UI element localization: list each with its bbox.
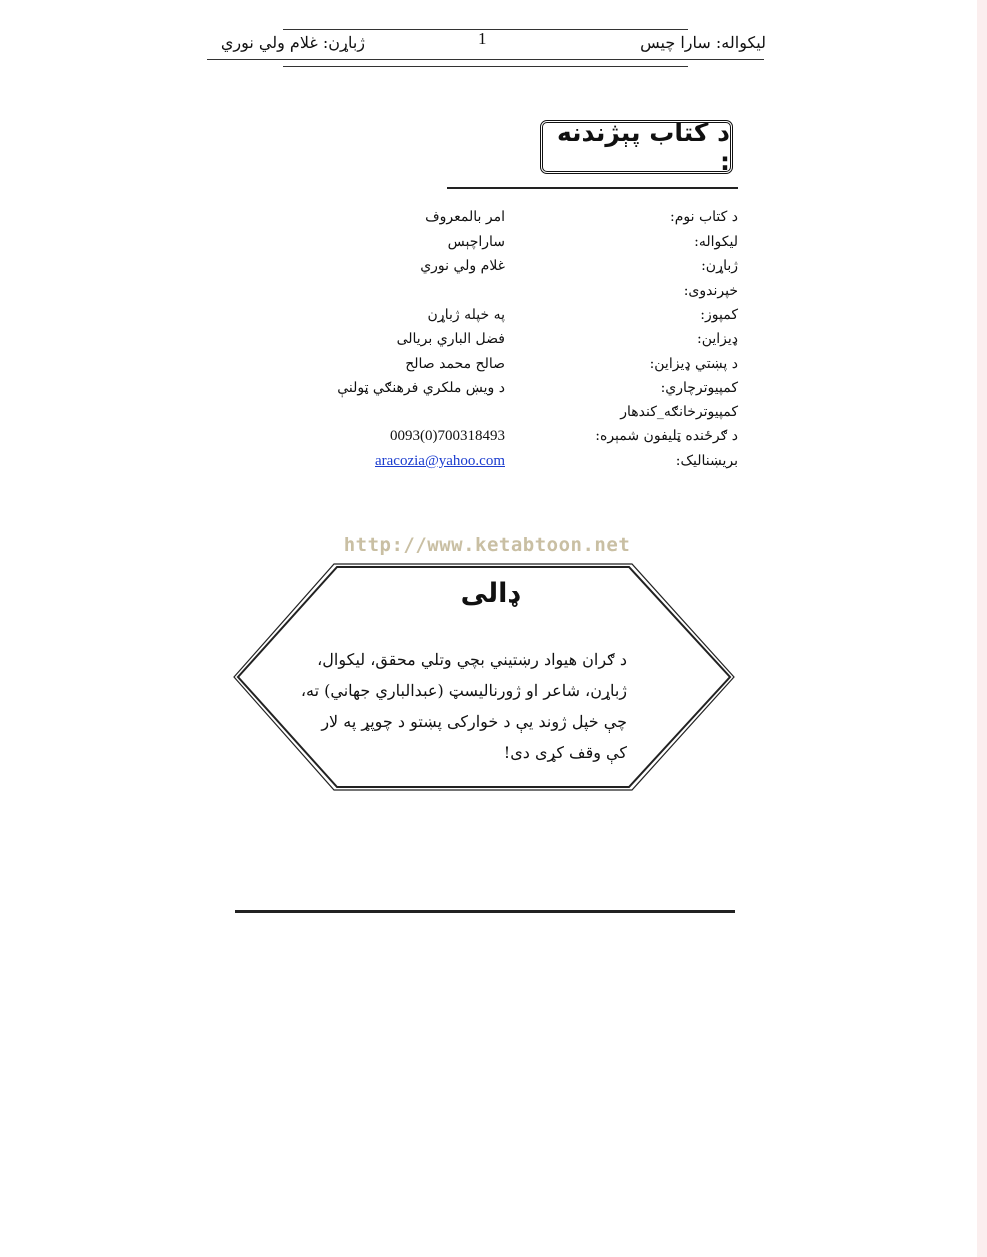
dedication-line-4: کې وقف کړی دی! [503, 743, 627, 762]
dedication-line-1: د ګران هيواد رښتيني بچي وتلي محقق، ليکوال، [317, 650, 627, 669]
page-number: 1 [478, 29, 487, 48]
info-row-compose [340, 307, 738, 331]
info-value: په خپله ژباړن [427, 307, 505, 323]
info-value: صالح محمد صالح [405, 356, 505, 372]
info-row-computer-department [340, 404, 738, 428]
info-row-email [340, 453, 738, 477]
info-label: د پښتي ډيزاين: [649, 356, 738, 372]
info-row-book-name [340, 209, 738, 233]
info-value: غلام ولي نوري [420, 258, 505, 274]
info-label: كمپيوترچاري: [660, 380, 738, 396]
bottom-rule [235, 910, 735, 913]
header-under-rule [283, 66, 688, 67]
info-label: ليکواله: [694, 234, 738, 250]
title-rule [447, 187, 738, 189]
info-row-publisher [340, 283, 738, 307]
dedication-title: ډالی [460, 578, 520, 609]
info-label: خپرندوى: [683, 283, 738, 299]
info-label: د كتاب نوم: [670, 209, 738, 225]
book-info-title: د کتاب پېژندنه : [540, 120, 733, 174]
email-link[interactable]: aracozia@yahoo.com [375, 453, 505, 469]
header-bottom-rule [207, 59, 764, 60]
page-edge-strip [977, 0, 987, 1257]
info-value: فضل الباري بريالی [396, 331, 505, 347]
info-value: امر بالمعروف [425, 209, 505, 225]
info-label: كمپيوترخانګه_کندهار [620, 404, 738, 420]
watermark-url: http://www.ketabtoon.net [343, 534, 631, 556]
info-row-author [340, 234, 738, 258]
phone-number: 0093(0)700318493 [390, 428, 505, 444]
info-row-computer-work [337, 380, 738, 404]
dedication-line-3: چې خپل ژوند يې د خوارکی پښتو د چوپړ په لار [321, 712, 627, 731]
info-value: د ويښ ملكري فرهنګي ټولنې [337, 380, 505, 396]
header-author: ليکواله: سارا چيس [640, 33, 766, 52]
info-row-design [340, 331, 738, 355]
info-label: ډيزاين: [696, 331, 738, 347]
info-row-cover-design [340, 356, 738, 380]
dedication-line-2: ژباړن، شاعر او ژورناليسټ (عبدالباري جهاني) ته، [300, 681, 627, 700]
info-label: ژباړن: [701, 258, 738, 274]
info-label: كمپوز: [700, 307, 738, 323]
info-row-phone [340, 428, 738, 452]
info-row-translator [340, 258, 738, 282]
info-value: ساراچېس [447, 234, 505, 250]
info-label: د ګرځنده ټليفون شمېره: [595, 428, 738, 444]
header-translator: ژباړن: غلام ولي نوري [220, 33, 365, 52]
info-label: بريښناليک: [675, 453, 738, 469]
